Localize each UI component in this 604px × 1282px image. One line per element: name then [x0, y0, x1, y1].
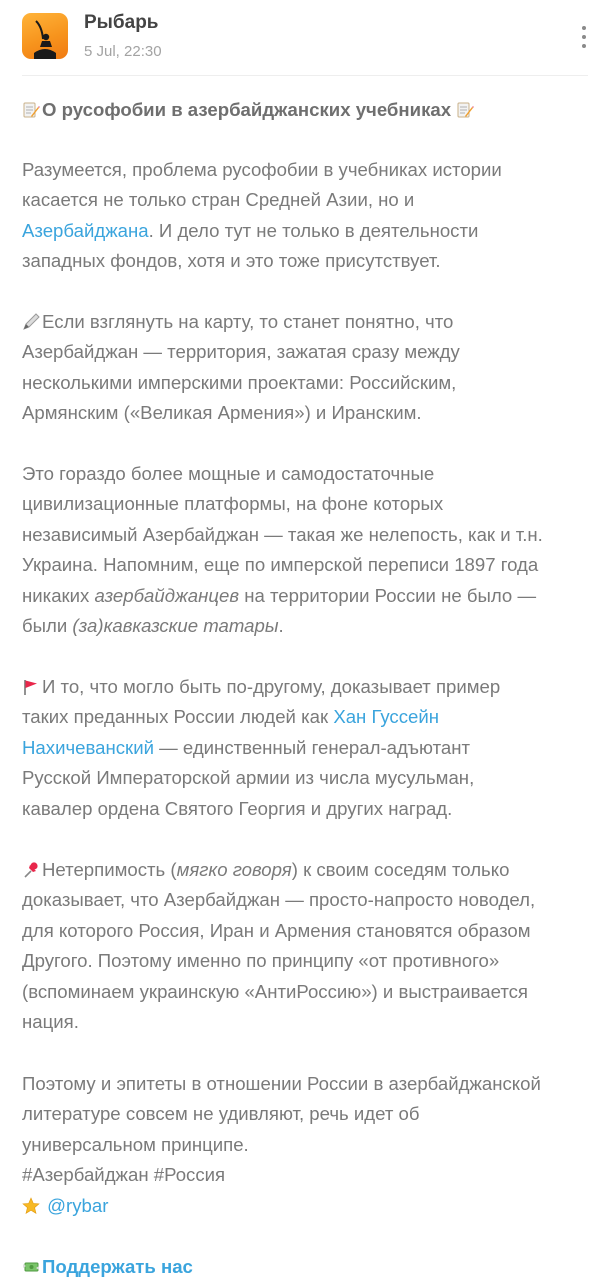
more-vertical-icon[interactable]	[578, 24, 590, 50]
text-line: западных фондов, хотя и это тоже присутствует.	[22, 250, 441, 272]
pen-icon	[22, 313, 40, 331]
text-line: Украина. Напомним, еще по имперской переписи 1897 года	[22, 554, 539, 576]
fisherman-logo-icon	[22, 13, 68, 59]
post-title-line	[22, 95, 592, 125]
support-us-link[interactable]: Поддержать нас	[42, 1256, 193, 1277]
hashtag-russia[interactable]: #Россия	[153, 1164, 226, 1186]
text-line: Русской Императорской армии из числа мусульман,	[22, 767, 475, 789]
red-flag-icon	[22, 678, 40, 696]
text-line: Азербайджана. И дело тут не только в деятельности	[22, 219, 479, 241]
text-line: Разумеется, проблема русофобии в учебниках истории	[22, 159, 502, 180]
text-line: универсальном принципе.	[22, 1133, 249, 1155]
handle-line	[22, 1191, 592, 1221]
channel-name[interactable]: Рыбарь	[84, 12, 159, 33]
text-line: для которого Россия, Иран и Армения становятся образом	[22, 919, 531, 941]
paragraph-1	[22, 155, 592, 277]
paragraph-5	[22, 855, 592, 1037]
khan-hussein-link[interactable]: Хан Гуссейн	[333, 706, 439, 728]
text-line: касается не только стран Средней Азии, но и	[22, 189, 415, 211]
text-line: (вспоминаем украинскую «АнтиРоссию») и выстраивается	[22, 980, 528, 1002]
text-line: доказывает, что Азербайджан — просто-напросто новодел,	[22, 889, 536, 911]
text-line: цивилизационные платформы, на фоне которых	[22, 493, 444, 515]
text-line: литературе совсем не удивляют, речь идет об	[22, 1103, 420, 1125]
channel-avatar[interactable]	[22, 13, 68, 59]
paragraph-6	[22, 1069, 592, 1221]
text-line: Армянским («Великая Армения») и Иранским.	[22, 402, 422, 424]
text-line: несколькими имперскими проектами: Российским,	[22, 371, 457, 393]
support-line	[22, 1252, 592, 1282]
text-line: таких преданных России людей как Хан Гуссейн	[22, 706, 439, 728]
post-title: О русофобии в азербайджанских учебниках	[42, 99, 452, 120]
paragraph-4	[22, 672, 592, 824]
text-line: Другого. Поэтому именно по принципу «от противного»	[22, 950, 500, 972]
post-header	[0, 0, 604, 76]
nakhichevansky-link[interactable]: Нахичеванский	[22, 736, 154, 758]
rybar-handle-link[interactable]: @rybar	[47, 1194, 109, 1216]
money-wings-icon	[22, 1258, 40, 1276]
azerbaijan-link[interactable]: Азербайджана	[22, 219, 149, 241]
text-line: никаких азербайджанцев на территории России не было —	[22, 584, 537, 606]
text-line: Это гораздо более мощные и самодостаточные	[22, 463, 435, 484]
text-line: были (за)кавказские татары.	[22, 615, 284, 637]
text-line: Поэтому и эпитеты в отношении России в азербайджанской	[22, 1073, 541, 1094]
text-line: независимый Азербайджан — такая же нелепость, как и т.н.	[22, 523, 543, 545]
memo-icon	[456, 101, 474, 119]
text-line: Азербайджан — территория, зажатая сразу между	[22, 341, 460, 363]
text-line: Если взглянуть на карту, то станет понятно, что	[22, 307, 592, 337]
text-line: Нетерпимость (мягко говоря) к своим соседям только	[22, 855, 592, 885]
header-divider	[22, 75, 588, 76]
memo-icon	[22, 101, 40, 119]
text-line: И то, что могло быть по-другому, доказывает пример	[22, 672, 592, 702]
hashtags-line	[22, 1160, 592, 1190]
paragraph-3	[22, 459, 592, 641]
star-icon	[22, 1197, 40, 1215]
text-line: нация.	[22, 1011, 79, 1033]
text-line: Нахичеванский — единственный генерал-адъютант	[22, 736, 471, 758]
pushpin-icon	[22, 861, 40, 879]
post-date: 5 Jul, 22:30	[84, 43, 162, 60]
text-line: кавалер ордена Святого Георгия и других наград.	[22, 797, 453, 819]
hashtag-azerbaijan[interactable]: #Азербайджан	[22, 1164, 149, 1186]
paragraph-2	[22, 307, 592, 429]
